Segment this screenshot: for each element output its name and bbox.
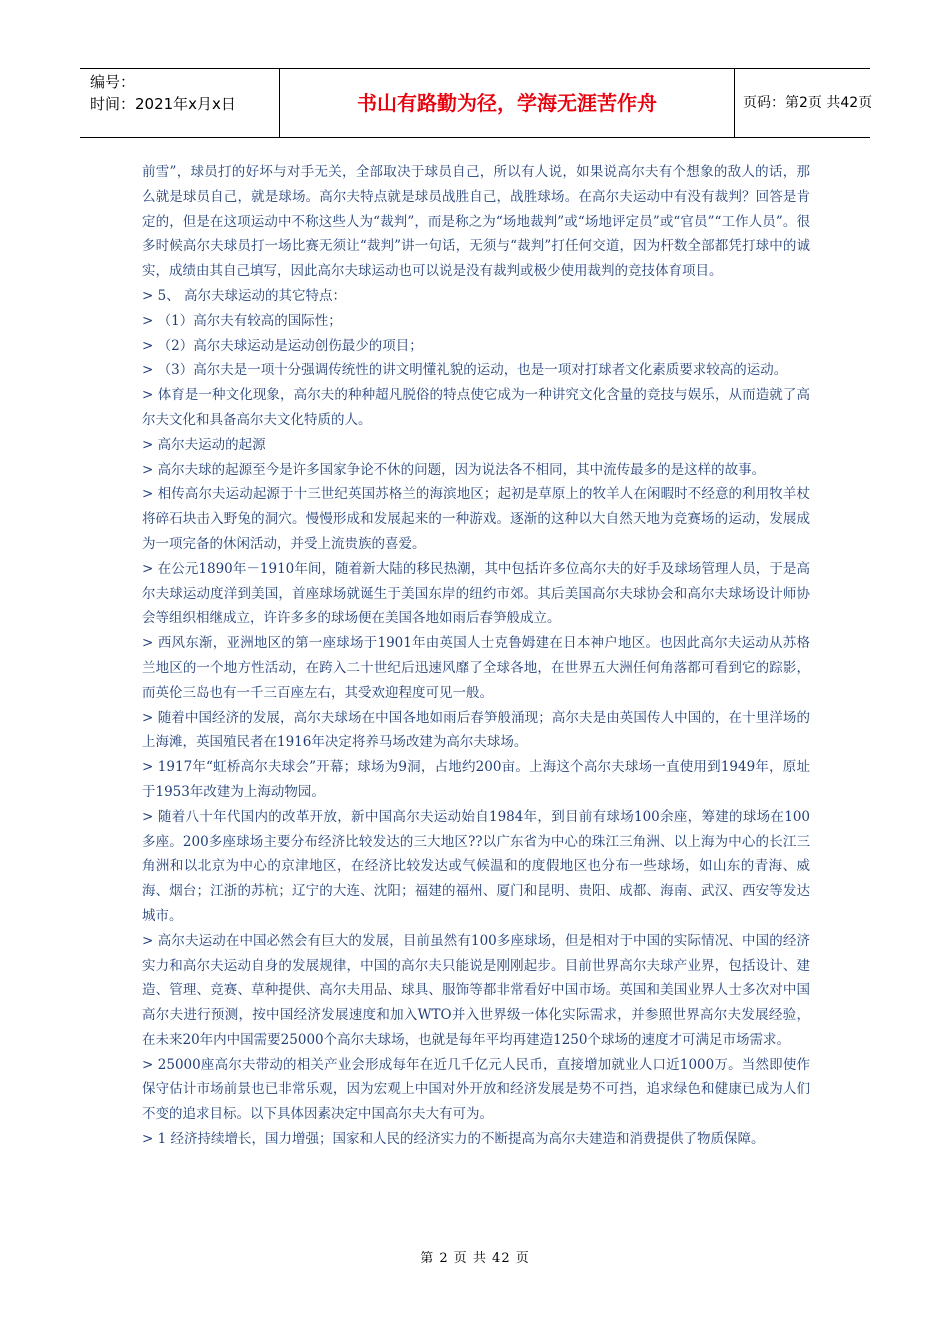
document-body [142,160,810,1152]
paragraph: > （1）高尔夫有较高的国际性； [142,312,342,329]
paragraph: > 高尔夫球的起源至今是许多国家争论不休的问题，因为说法各不相同，其中流传最多的是这样的故事。 [142,461,766,478]
paragraph: > 25000座高尔夫带动的相关产业会形成每年在近几千亿元人民币，直接增加就业人口近1000万。当然即使作保守估计市场前景也已非常乐观，因为宏观上中国对外开放和经济发展是势不可挡，追求绿色和健康已成为人们不变的追求目标。以下具体因素决定中国高尔夫大有可为。 [142,1056,810,1123]
paragraph: > 体育是一种文化现象，高尔夫的种种超凡脱俗的特点使它成为一种讲究文化含量的竞技与娱乐，从而造就了高尔夫文化和具备高尔夫文化特质的人。 [142,387,810,428]
header-motto: 书山有路勤为径，学海无涯苦作舟 [280,69,735,137]
paragraph: > （3）高尔夫是一项十分强调传统性的讲文明懂礼貌的运动，也是一项对打球者文化素质要求较高的运动。 [142,362,788,379]
paragraph: > 随着八十年代国内的改革开放，新中国高尔夫运动始自1984年，到目前有球场100余座，筹建的球场在100多座。200多座球场主要分布经济比较发达的三大地区??以广东省为中心的珠江三角洲、以上海为中心的长江三角洲和以北京为中心的京津地区，在经济比较发达或气候温和的度假地区也分布一些球场，如山东的青海、威海、烟台；江浙的苏杭；辽宁的大连、沈阳；福建的福州、厦门和昆明、贵阳、成都、海南、武汉、西安等发达城市。 [142,808,810,924]
paragraph: > 高尔夫运动的起源 [142,436,266,453]
paragraph: > 随着中国经济的发展，高尔夫球场在中国各地如雨后春笋般涌现；高尔夫是由英国传人中国的，在十里洋场的上海滩，英国殖民者在1916年决定将养马场改建为高尔夫球场。 [142,709,810,751]
paragraph: > 在公元1890年－1910年间，随着新大陆的移民热潮，其中包括许多位高尔夫的好手及球场管理人员，于是高尔夫球运动度洋到美国，首座球场就诞生于美国东岸的纽约市郊。其后美国高尔夫球协会和高尔夫球场设计师协会等组织相继成立，许许多多的球场便在美国各地如雨后春笋般成立。 [142,560,810,627]
paragraph: 前雪”，球员打的好坏与对手无关，全部取决于球员自己，所以有人说，如果说高尔夫有个想象的敌人的话，那么就是球员自己，就是球场。高尔夫特点就是球员战胜自己，战胜球场。在高尔夫运动中有没有裁判？回答是肯定的，但是在这项运动中不称这些人为“裁判”，而是称之为“场地裁判”或“场地评定员”或“官员”“工作人员”。很多时候高尔夫球员打一场比赛无须让“裁判”讲一句话，无须与“裁判”打任何交道，因为杆数全部都凭打球中的诚实，成绩由其自己填写，因此高尔夫球运动也可以说是没有裁判或极少使用裁判的竞技体育项目。 [142,164,810,280]
document-number-label: 编号： [90,73,136,91]
paragraph: > 相传高尔夫运动起源于十三世纪英国苏格兰的海滨地区；起初是草原上的牧羊人在闲暇时不经意的利用牧羊杖将碎石块击入野兔的洞穴。慢慢形成和发展起来的一种游戏。逐渐的这种以大自然天地为竞赛场的运动，发展成为一项完备的休闲活动，并受上流贵族的喜爱。 [142,486,810,552]
paragraph: > 1 经济持续增长，国力增强；国家和人民的经济实力的不断提高为高尔夫建造和消费提供了物质保障。 [142,1131,765,1148]
paragraph: > 西风东渐，亚洲地区的第一座球场于1901年由英国人士克鲁姆建在日本神户地区。也因此高尔夫运动从苏格兰地区的一个地方性活动，在跨入二十世纪后迅速风靡了全球各地，在世界五大洲任何角落都可看到它的踪影，而英伦三岛也有一千三百座左右，其受欢迎程度可见一般。 [142,635,810,701]
header-meta [80,69,280,137]
page-footer: 第 2 页 共 42 页 [420,1251,530,1266]
paragraph: > （2）高尔夫球运动是运动创伤最少的项目； [142,337,423,354]
paragraph: > 5、 高尔夫球运动的其它特点： [142,287,346,304]
paragraph: > 1917年“虹桥高尔夫球会”开幕；球场为9洞，占地约200亩。上海这个高尔夫球场一直使用到1949年，原址于1953年改建为上海动物园。 [142,759,810,800]
paragraph: > 高尔夫运动在中国必然会有巨大的发展，目前虽然有100多座球场，但是相对于中国的实际情况、中国的经济实力和高尔夫运动自身的发展规律，中国的高尔夫只能说是刚刚起步。目前世界高尔夫球产业界，包括设计、建造、管理、竞赛、草种提供、高尔夫用品、球具、服饰等都非常看好中国市场。英国和美国业界人士多次对中国高尔夫进行预测，按中国经济发展速度和加入WTO并入世界级一体化实际需求，并参照世界高尔夫发展经验，在未来20年内中国需要25000个高尔夫球场，也就是每年平均再建造1250个球场的速度才可满足市场需求。 [142,932,810,1048]
document-date-label: 时间：2021年x月x日 [90,95,236,113]
header-page-info: 页码：第2页 共42页 [743,95,873,111]
page-header [80,68,873,138]
